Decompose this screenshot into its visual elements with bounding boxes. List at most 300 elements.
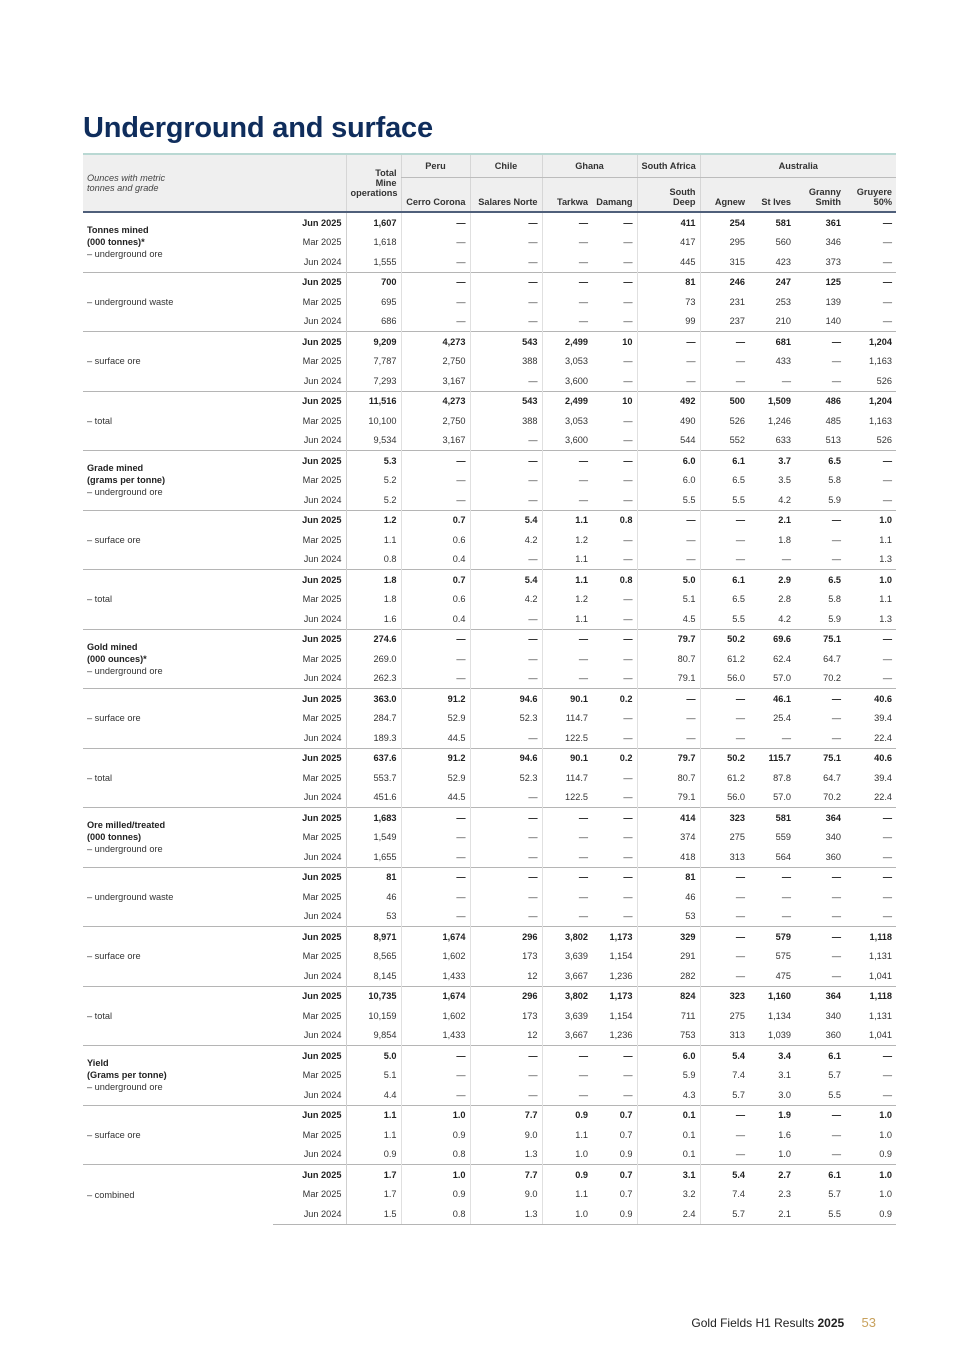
table-cell: 1.0	[845, 1165, 896, 1185]
period-label: Jun 2025	[273, 1105, 346, 1125]
table-cell: 1.1	[346, 530, 401, 550]
table-cell: 1.7	[346, 1165, 401, 1185]
table-cell: 39.4	[874, 713, 893, 724]
table-cell: 526	[876, 435, 893, 446]
table-cell: —	[637, 332, 700, 352]
table-cell: 296	[470, 927, 542, 947]
table-cell: 445	[637, 252, 700, 272]
table-cell: 53	[346, 907, 401, 927]
table-cell: 247	[749, 272, 795, 292]
table-cell: 1,118	[845, 927, 896, 947]
table-cell: 91.2	[401, 748, 470, 768]
table-cell: —	[542, 808, 592, 828]
table-cell: 1.2	[542, 530, 592, 550]
table-cell: 1.0	[845, 570, 896, 590]
table-cell: 79.7	[637, 629, 700, 649]
table-cell: 94.6	[470, 748, 542, 768]
table-cell: 0.8	[401, 1204, 470, 1224]
table-cell: 1,173	[592, 927, 637, 947]
table-cell: 313	[700, 847, 749, 867]
table-cell: 94.6	[470, 689, 542, 709]
metric-label	[83, 1165, 273, 1225]
table-cell: —	[470, 887, 542, 907]
table-cell: 5.9	[828, 613, 841, 624]
table-cell: 44.5	[401, 728, 470, 748]
table-cell: —	[637, 728, 700, 748]
table-cell: 64.7	[823, 653, 841, 664]
table-cell: 0.8	[401, 1145, 470, 1165]
table-cell: 581	[749, 212, 795, 233]
table-cell: 12	[470, 1026, 542, 1046]
table-cell: 1.3	[470, 1145, 542, 1165]
table-cell: 1,236	[609, 1030, 633, 1041]
table-cell: 1.1	[346, 1125, 401, 1145]
table-cell: 7.4	[700, 1066, 749, 1086]
period-label: Jun 2025	[273, 1165, 346, 1185]
table-cell: 5.4	[470, 510, 542, 530]
table-cell: —	[637, 530, 700, 550]
table-body	[83, 212, 896, 1224]
table-row	[83, 748, 896, 768]
table-cell: —	[795, 510, 845, 530]
table-row	[83, 272, 896, 292]
table-cell: —	[542, 1085, 592, 1105]
table-cell: —	[592, 212, 637, 233]
table-cell: —	[623, 554, 633, 565]
table-cell: 5.4	[700, 1165, 749, 1185]
table-cell: —	[623, 1089, 633, 1100]
table-cell: 0.7	[592, 1165, 637, 1185]
table-cell: 53	[637, 907, 700, 927]
period-label: Jun 2025	[273, 391, 346, 411]
table-cell: —	[401, 669, 470, 689]
table-cell: 10,735	[346, 986, 401, 1006]
table-cell: —	[470, 371, 542, 391]
table-cell: —	[831, 554, 841, 565]
table-cell: 313	[700, 1026, 749, 1046]
table-cell: —	[781, 732, 791, 743]
table-cell: —	[542, 828, 592, 848]
table-cell: 374	[637, 828, 700, 848]
table-cell: 544	[637, 431, 700, 451]
table-cell: —	[623, 673, 633, 684]
table-cell: 4.3	[637, 1085, 700, 1105]
table-cell: 552	[700, 431, 749, 451]
table-cell: 10	[592, 391, 637, 411]
table-cell: 3,802	[542, 986, 592, 1006]
table-cell: —	[845, 272, 896, 292]
table-cell: 340	[825, 1010, 841, 1021]
table-cell: —	[831, 732, 841, 743]
table-cell: —	[623, 296, 633, 307]
table-cell: —	[781, 375, 791, 386]
table-cell: —	[470, 451, 542, 471]
table-cell: 513	[825, 435, 841, 446]
table-cell: 1,433	[401, 1026, 470, 1046]
metric-heading: Gold mined	[87, 641, 138, 652]
table-cell: 115.7	[749, 748, 795, 768]
table-cell: —	[542, 847, 592, 867]
table-cell: 1,618	[346, 233, 401, 253]
table-cell: —	[882, 1070, 893, 1081]
table-cell: 0.4	[401, 550, 470, 570]
table-cell: 291	[637, 947, 700, 967]
table-cell: 0.4	[401, 609, 470, 629]
table-row	[83, 867, 896, 887]
table-cell: 0.8	[592, 570, 637, 590]
table-cell: —	[401, 451, 470, 471]
table-cell: —	[882, 237, 893, 248]
period-label: Mar 2025	[302, 1010, 342, 1021]
table-cell: 0.7	[401, 510, 470, 530]
table-cell: —	[401, 828, 470, 848]
period-label: Jun 2024	[303, 435, 342, 446]
table-cell: 1,602	[401, 1006, 470, 1026]
metric-heading: Tonnes mined	[87, 225, 149, 236]
table-cell: 6.0	[637, 1046, 700, 1066]
table-cell: —	[623, 911, 633, 922]
col-salares-norte: Salares Norte	[470, 178, 542, 213]
table-cell: 553.7	[346, 768, 401, 788]
table-cell: 9.0	[470, 1185, 542, 1205]
table-cell: —	[700, 947, 749, 967]
period-label: Jun 2024	[303, 792, 342, 803]
period-label: Jun 2024	[303, 1030, 342, 1041]
table-cell: 1,204	[845, 391, 896, 411]
table-cell: 91.2	[401, 689, 470, 709]
period-label: Jun 2024	[303, 494, 342, 505]
table-cell: 5.8	[828, 475, 841, 486]
table-cell: —	[623, 653, 633, 664]
table-cell: 1.8	[778, 534, 791, 545]
table-cell: 423	[775, 256, 791, 267]
table-cell: 295	[700, 233, 749, 253]
table-cell: 1.8	[346, 590, 401, 610]
table-cell: 1.0	[845, 510, 896, 530]
table-cell: 1,607	[346, 212, 401, 233]
table-cell: 46	[346, 887, 401, 907]
metric-sublabel: – underground ore	[87, 487, 163, 498]
table-row	[83, 1046, 896, 1066]
table-cell: 3,053	[542, 352, 592, 372]
table-cell: —	[637, 352, 700, 372]
table-cell: 0.9	[542, 1165, 592, 1185]
table-cell: 560	[775, 237, 791, 248]
table-cell: 139	[825, 296, 841, 307]
table-cell: —	[470, 828, 542, 848]
period-label: Mar 2025	[302, 475, 342, 486]
metric-heading: (grams per tonne)	[87, 475, 166, 486]
table-cell: —	[542, 471, 592, 491]
table-cell: 7.7	[470, 1165, 542, 1185]
table-cell: 75.1	[795, 629, 845, 649]
period-label: Jun 2024	[273, 1204, 346, 1224]
table-cell: —	[470, 490, 542, 510]
table-cell: —	[700, 728, 749, 748]
table-cell: 70.2	[823, 673, 841, 684]
table-cell: 0.6	[401, 530, 470, 550]
table-cell: 4.2	[470, 530, 542, 550]
period-label: Jun 2024	[303, 673, 342, 684]
period-label: Mar 2025	[302, 1189, 342, 1200]
table-cell: 5.2	[346, 490, 401, 510]
table-cell: —	[831, 375, 841, 386]
table-cell: —	[845, 212, 896, 233]
table-cell: 0.7	[401, 570, 470, 590]
period-label: Jun 2024	[303, 375, 342, 386]
page-number: 53	[861, 1315, 876, 1330]
table-cell: —	[700, 352, 749, 372]
table-cell: —	[845, 808, 896, 828]
table-cell: —	[845, 451, 896, 471]
table-cell: 1.0	[879, 1189, 893, 1200]
table-cell: —	[401, 649, 470, 669]
table-cell: 3.2	[637, 1185, 700, 1205]
table-cell: 6.1	[795, 1165, 845, 1185]
table-cell: —	[637, 510, 700, 530]
metric-sublabel: – total	[87, 415, 113, 426]
metric-sublabel: – underground ore	[87, 844, 163, 855]
table-cell: —	[542, 629, 592, 649]
table-cell: 5.4	[470, 570, 542, 590]
table-cell: —	[623, 851, 633, 862]
table-cell: 57.0	[773, 673, 791, 684]
table-cell: 492	[637, 391, 700, 411]
table-cell: —	[623, 494, 633, 505]
table-cell: —	[882, 851, 893, 862]
table-cell: —	[700, 1125, 749, 1145]
table-cell: 543	[470, 391, 542, 411]
table-cell: —	[542, 669, 592, 689]
table-cell: 3,600	[542, 371, 592, 391]
table-cell: 6.5	[795, 451, 845, 471]
table-cell: —	[470, 808, 542, 828]
table-cell: —	[401, 490, 470, 510]
table-cell: 4.2	[470, 590, 542, 610]
table-cell: 1,118	[845, 986, 896, 1006]
table-cell: 1.7	[346, 1185, 401, 1205]
table-cell: —	[542, 490, 592, 510]
table-cell: —	[470, 550, 542, 570]
table-cell: 73	[637, 292, 700, 312]
table-cell: 7,787	[346, 352, 401, 372]
period-label: Mar 2025	[302, 415, 342, 426]
table-cell: 11,516	[346, 391, 401, 411]
table-cell: 3,600	[542, 431, 592, 451]
table-cell: 5.4	[700, 1046, 749, 1066]
table-cell: 360	[825, 851, 841, 862]
table-cell: 75.1	[795, 748, 845, 768]
table-cell: —	[470, 431, 542, 451]
table-cell: —	[637, 709, 700, 729]
table-cell: 475	[775, 970, 791, 981]
table-cell: 315	[700, 252, 749, 272]
table-cell: —	[845, 867, 896, 887]
table-cell: 0.2	[592, 689, 637, 709]
table-cell: 22.4	[874, 792, 893, 803]
table-cell: 99	[637, 312, 700, 332]
table-cell: 637.6	[346, 748, 401, 768]
table-cell: —	[700, 887, 749, 907]
table-cell: —	[470, 867, 542, 887]
table-cell: 433	[775, 356, 791, 367]
table-cell: 1.8	[346, 570, 401, 590]
table-cell: 329	[637, 927, 700, 947]
table-cell: 80.7	[637, 649, 700, 669]
table-cell: —	[542, 867, 592, 887]
table-cell: —	[470, 233, 542, 253]
table-cell: 414	[637, 808, 700, 828]
table-cell: —	[700, 867, 749, 887]
table-cell: 3.4	[749, 1046, 795, 1066]
period-label: Mar 2025	[302, 534, 342, 545]
table-cell: —	[623, 475, 633, 486]
table-cell: 69.6	[749, 629, 795, 649]
table-cell: —	[749, 867, 795, 887]
metric-label	[83, 1105, 273, 1165]
table-cell: 1.1	[542, 1185, 592, 1205]
table-cell: 6.1	[700, 570, 749, 590]
table-cell: —	[623, 356, 633, 367]
table-cell: 125	[795, 272, 845, 292]
table-cell: 0.2	[592, 748, 637, 768]
table-cell: —	[401, 847, 470, 867]
table-cell: 0.9	[592, 1204, 637, 1224]
table-cell: —	[831, 911, 841, 922]
table-cell: 5.5	[700, 490, 749, 510]
table-cell: 0.9	[542, 1105, 592, 1125]
period-label: Jun 2025	[273, 332, 346, 352]
table-cell: 3.5	[778, 475, 791, 486]
table-cell: 451.6	[346, 788, 401, 808]
table-cell: 282	[637, 966, 700, 986]
table-row	[83, 451, 896, 471]
table-row	[83, 332, 896, 352]
period-label: Mar 2025	[302, 653, 342, 664]
table-cell: 1.1	[346, 1105, 401, 1125]
table-cell: 361	[795, 212, 845, 233]
table-cell: 46.1	[749, 689, 795, 709]
table-cell: —	[781, 911, 791, 922]
table-cell: 7.4	[700, 1185, 749, 1205]
table-cell: —	[470, 1066, 542, 1086]
table-cell: —	[542, 649, 592, 669]
table-cell: —	[700, 510, 749, 530]
table-cell: —	[700, 1105, 749, 1125]
period-label: Mar 2025	[302, 832, 342, 843]
table-cell: 1.0	[401, 1165, 470, 1185]
table-cell: 6.5	[795, 570, 845, 590]
table-cell: —	[542, 292, 592, 312]
table-cell: —	[845, 1046, 896, 1066]
period-label: Mar 2025	[302, 951, 342, 962]
table-cell: 140	[825, 316, 841, 327]
table-cell: 0.9	[619, 1149, 633, 1160]
table-cell: 3,639	[542, 1006, 592, 1026]
table-cell: 10,100	[346, 411, 401, 431]
table-cell: 70.2	[823, 792, 841, 803]
table-cell: 1,154	[609, 951, 633, 962]
table-cell: 2.9	[749, 570, 795, 590]
table-cell: 1.1	[879, 594, 893, 605]
table-cell: —	[831, 1149, 841, 1160]
table-cell: —	[795, 1105, 845, 1125]
table-cell: —	[623, 891, 633, 902]
table-cell: 0.7	[592, 1105, 637, 1125]
table-cell: 700	[346, 272, 401, 292]
table-cell: 1,041	[869, 970, 893, 981]
table-cell: —	[845, 629, 896, 649]
table-cell: 6.1	[700, 451, 749, 471]
metric-sublabel: – surface ore	[87, 713, 141, 724]
table-cell: —	[700, 332, 749, 352]
table-cell: —	[401, 907, 470, 927]
table-cell: 0.1	[637, 1125, 700, 1145]
table-cell: 579	[749, 927, 795, 947]
table-cell: 284.7	[346, 709, 401, 729]
period-label: Jun 2024	[303, 1149, 342, 1160]
table-row	[83, 689, 896, 709]
table-cell: —	[831, 1129, 841, 1140]
period-label: Jun 2024	[303, 851, 342, 862]
country-south-africa: South Africa	[637, 154, 700, 178]
table-cell: 0.9	[401, 1185, 470, 1205]
table-cell: 189.3	[346, 728, 401, 748]
table-cell: 2.7	[749, 1165, 795, 1185]
table-cell: 7.7	[470, 1105, 542, 1125]
table-cell: 1,131	[869, 1010, 893, 1021]
table-cell: —	[831, 951, 841, 962]
table-cell: 3.7	[749, 451, 795, 471]
table-cell: 1.1	[542, 550, 592, 570]
table-cell: 6.0	[637, 451, 700, 471]
table-cell: 52.9	[401, 709, 470, 729]
table-cell: 56.0	[700, 788, 749, 808]
country-australia: Australia	[700, 154, 896, 178]
table-row	[83, 986, 896, 1006]
metric-label	[83, 272, 273, 332]
table-row	[83, 1105, 896, 1125]
table-cell: —	[623, 237, 633, 248]
period-label: Jun 2024	[303, 316, 342, 327]
period-label: Jun 2025	[273, 927, 346, 947]
metric-heading: (000 tonnes)	[87, 832, 142, 843]
table-cell: 1,549	[346, 828, 401, 848]
metric-heading: Yield	[87, 1058, 109, 1069]
table-cell: —	[882, 475, 893, 486]
table-cell: 1.0	[401, 1105, 470, 1125]
table-cell: —	[592, 867, 637, 887]
metric-label	[83, 629, 273, 689]
col-gruyere: Gruyere 50%	[845, 178, 896, 213]
table-cell: —	[623, 792, 633, 803]
table-cell: —	[623, 435, 633, 446]
table-cell: —	[542, 451, 592, 471]
table-cell: 1,655	[346, 847, 401, 867]
col-agnew: Agnew	[700, 178, 749, 213]
table-cell: 1,555	[346, 252, 401, 272]
table-row	[83, 570, 896, 590]
metric-sublabel: – underground ore	[87, 1082, 163, 1093]
table-cell: 5.1	[346, 1066, 401, 1086]
table-cell: 50.2	[700, 748, 749, 768]
period-label: Mar 2025	[302, 891, 342, 902]
table-cell: 500	[700, 391, 749, 411]
table-cell: —	[700, 966, 749, 986]
table-cell: 5.7	[700, 1204, 749, 1224]
table-cell: 5.0	[637, 570, 700, 590]
table-cell: —	[623, 594, 633, 605]
